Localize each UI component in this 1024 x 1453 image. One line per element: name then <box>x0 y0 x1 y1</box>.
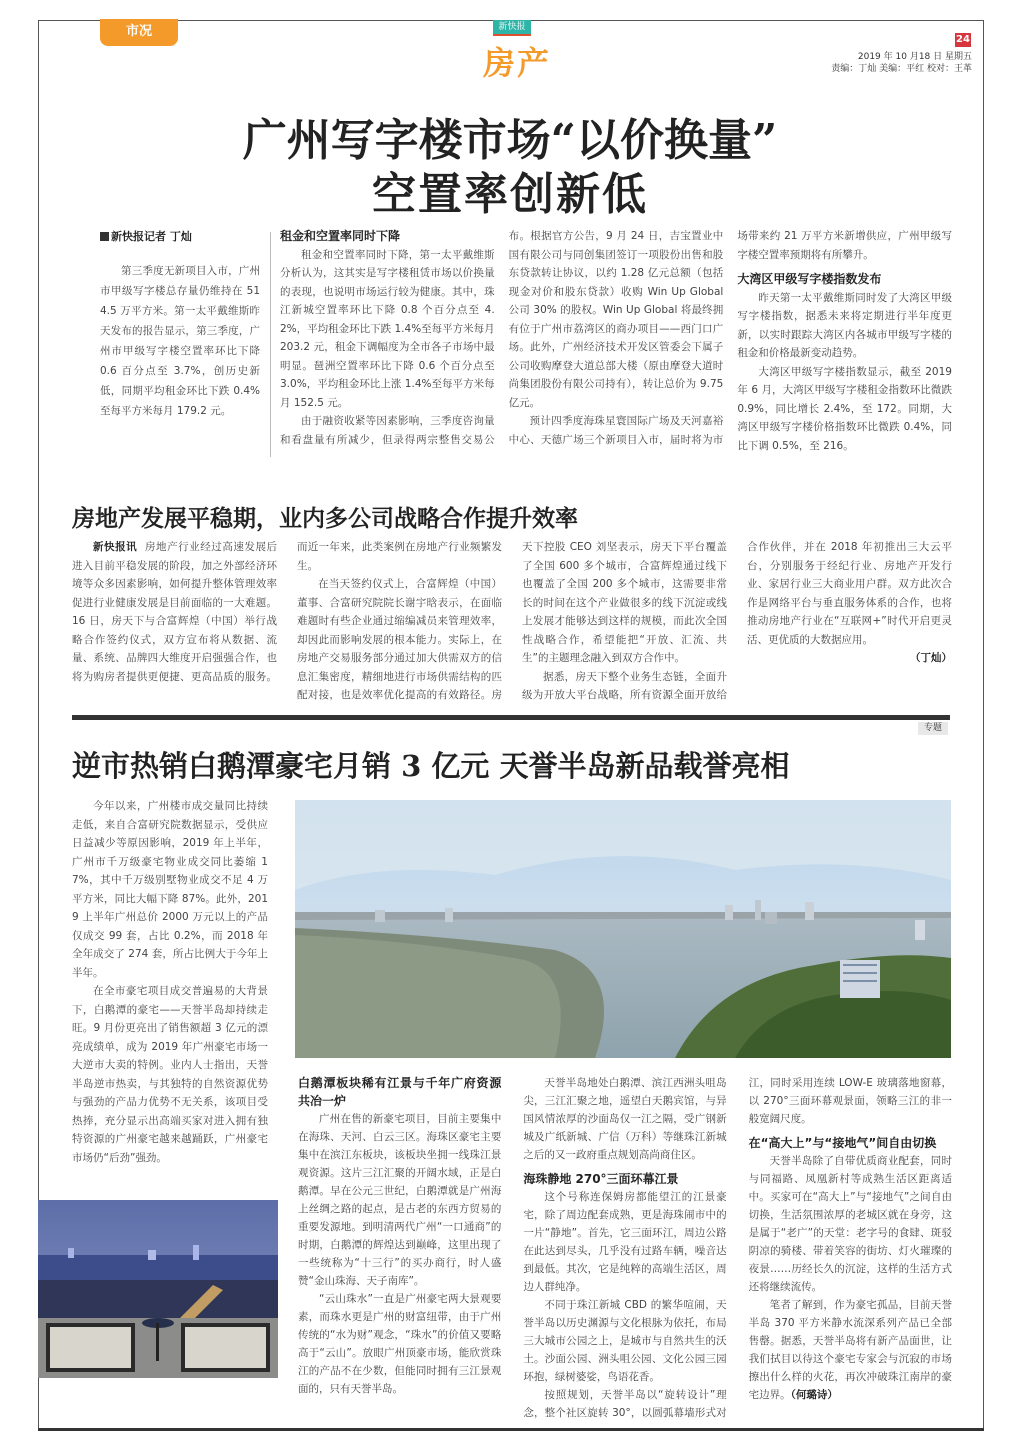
article3-credit: （何璐诗） <box>790 1389 838 1401</box>
issue-date: 2019 年 10 月18 日 星期五 <box>857 52 972 62</box>
section-tag: 市况 <box>100 19 178 46</box>
article1-p2: 由于融资收紧等因素影响，三季度咨询量和看盘量有所减少，但录得两宗整售交易公布。根据官方公告，9 月 24 日，吉宝置业中国有限公司与同创集团签订一项股份出售和股东贷款转让协议，以约 1.28 亿元总额（包括现金对价和股东贷款）收购 Win Up Global 公司 30% 的股权。Win Up Global 将最终拥有位于广州市荔湾区的商办项目——西门口广场。此外，广州经济技术开发区管委会下属子公司收购摩登大道总部大楼（原由摩登大道时尚集团股份有限公司持有），转让总价为 9.75 亿元。 <box>280 230 724 446</box>
logo-underline <box>493 34 531 36</box>
square-bullet-icon <box>100 232 109 241</box>
article3-p2: 在全市豪宅项目成交普遍易的大背景下，白鹅潭的豪宅——天誉半岛却持续走旺。9 月份更亮出了销售额超 3 亿元的漂亮成绩单，成为 2019 年广州豪宅市场一大逆市大卖的特例。业内人士指出，天誉半岛逆市热卖，与其独特的自然资源优势与强劲的产品力优势不无关系，该项目受热捧，充分显示出高端买家对进入拥有独特资源的广州豪宅越来越踊跃，广州豪宅市场仍“后劲”强劲。 <box>72 985 268 1164</box>
article1-headline-line2: 空置率创新低 <box>372 169 648 220</box>
bottom-rule <box>38 1428 984 1431</box>
river-city-aerial-photo <box>295 800 951 1058</box>
feature-tag: 专题 <box>918 722 948 735</box>
article3-p1: 今年以来，广州楼市成交量同比持续走低，来自合富研究院数据显示，受供应日益减少等原因影响，2019 年上半年，广州市千万级豪宅物业成交同比萎缩 17%，其中千万级别墅物业成交不足 4 万平方米，同比大幅下降 87%。此外，2019 上半年广州总价 2000 万元以上的产品仅成交 99 套，占比 0.2%，而 2018 年全年成交了 274 套，所占比例大于今年上半年。 <box>72 800 268 979</box>
column-divider <box>270 232 271 457</box>
article3-p10 <box>749 1296 952 1404</box>
article3-p5: 天誉半岛地处白鹅潭、滨江西洲头咀岛尖，三江汇聚之地，遥望白天鹅宾馆，与异国风情浓厚的沙面岛仅一江之隔，受广钢新城及广纸新城、广信（万科）等继珠江新城之后的又一政府重点规划高尚商住区。 <box>523 1077 727 1161</box>
river-photo-graphic <box>295 800 951 1058</box>
article1-p3: 预计四季度海珠星寰国际广场及天河嘉裕中心、天德广场三个新项目入市，届时将为市场带来约 21 万平方米新增供应，广州甲级写字楼空置率预期将有所攀升。 <box>508 230 952 446</box>
article2-p1-text: 房地产行业经过高速发展后进入目前平稳发展的阶段，加之外部经济环境等众多因素影响，如何提升整体管理效率促进行业健康发展是目前面临的一大难题。16 日，房天下与合富辉煌（中国）举行战略合作签约仪式，双方宣布将从数据、流量、系统、品牌四大维度开启强强合作，也将为购房者提供更便捷、更高品质的服务。而近一年来，此类案例在房地产行业频繁发生。 <box>72 541 502 683</box>
article1-subhead2: 大湾区甲级写字楼指数发布 <box>737 272 882 286</box>
article3-p9: 天誉半岛除了自带优质商业配套，同时与同福路、凤凰新村等成熟生活区距离适中。买家可在“高大上”与“接地气”之间自由切换，生活氛围浓厚的老城区就在身旁，这是属于“老广”的天堂：老字号的食肆、斑驳阴凉的骑楼、带着笑容的街坊、灯火璀璨的夜景……历经长久的沉淀，这样的生活方式还将继续流传。 <box>748 1155 952 1293</box>
article1-lead: 第三季度无新项目入市，广州市甲级写字楼总存量仍维持在 514.5 万平方米。第一太平戴维斯昨天发布的报告显示，第三季度，广州市甲级写字楼空置率环比下降 0.6 百分点至 3.7%，创历史新低，同期平均租金环比下跌 0.4%至每平方米每月 179.2 元。 <box>100 265 260 417</box>
article1-lead-column <box>100 227 260 421</box>
article2-credit: （丁灿） <box>910 652 952 664</box>
article3-p4: “云山珠水”一直是广州豪宅两大景观要素，而珠水更是广州的财富纽带，由于广州传统的“水为财”观念，“珠水”的价值又要略高于“云山”。放眼广州顶豪市场，能欣赏珠江的产品不在少数，但能同时拥有三江景观面的，只有天誉半岛。 <box>298 1293 502 1395</box>
article1-p4: 昨天第一太平戴维斯同时发了大湾区甲级写字楼指数，据悉未来将定期进行半年度更新，以实时跟踪大湾区内各城市甲级写字楼的租金和价格最新变动趋势。 <box>737 291 952 359</box>
byline-text: 新快报记者 丁灿 <box>111 230 192 243</box>
article3-subhead1: 白鹅潭板块稀有江景与千年广府资源共冶一炉 <box>298 1076 502 1108</box>
article2-body <box>72 538 952 708</box>
article1-subhead1: 租金和空置率同时下降 <box>280 229 401 243</box>
article3-subhead3: 在“高大上”与“接地气”间自由切换 <box>748 1136 937 1150</box>
article3-headline: 逆市热销白鹅潭豪宅月销 3 亿元 天誉半岛新品载誉亮相 <box>72 749 790 783</box>
article3-p3: 广州在售的新豪宅项目，目前主要集中在海珠、天河、白云三区。海珠区豪宅主要集中在滨江东板块，该板块坐拥一线珠江景观资源。这片三江汇聚的开阔水域，正是白鹅潭。早在公元三世纪，白鹅潭就是广州海上丝绸之路的起点，是古老的东西方贸易的重要发源地。到明清两代广州“一口通商”的时期，白鹅潭的辉煌达到巅峰，这里出现了一些统称为“十三行”的买办商行，时人盛赞“金山珠海、天子南库”。 <box>298 1113 502 1287</box>
article2-p2: 在当天签约仪式上，合富辉煌（中国）董事、合富研究院院长谢宇晗表示，在面临难题时有些企业通过缩编减员来管理效率，却因此而影响发展的根本能力。实际上，在房地产交易服务部分通过加大供需双方的信息汇集密度，精细地进行市场供需结构的匹配对接，也是效率优化提高的有效路径。房天下控股 CEO 刘坚表示，房天下平台覆盖了全国 600 多个城市，合富辉煌通过线下也覆盖了全国 200 多个城市，这需要非常长的时间在这个产业做很多的线下沉淀或线上发展才能够达到这样的规模，而此次全国性战略合作，希望能把“开放、汇流、共生”的主题理念融入到双方合作中。 <box>297 541 727 701</box>
article3-p7: 不同于珠江新城 CBD 的繁华喧闹，天誉半岛以历史渊源与文化根脉为依托，布局三大城市公园之上，是城市与自然共生的沃土。沙面公园、洲头咀公园、文化公园三园环抱，绿树婆娑，鸟语花香。 <box>523 1299 727 1383</box>
article2-headline: 房地产发展平稳期，业内多公司战略合作提升效率 <box>72 505 578 532</box>
editors-credit: 责编：丁灿 美编：平红 校对：王革 <box>831 64 972 74</box>
article2-lead-tag: 新快报讯 <box>93 541 138 553</box>
article3-p8: 按照规划，天誉半岛以“旋转设计”理念，整个社区旋转 30°，以圆弧幕墙形式对江，同时采用连续 LOW-E 玻璃落地窗幕，以 270°三面环幕观景面，领略三江的非一般宽阔尺度。 <box>523 1077 952 1419</box>
article1-p1: 租金和空置率同时下降，第一太平戴维斯分析认为，这其实是写字楼租赁市场以价换量的表现，也说明市场运行较为健康。其中，珠江新城空置率环比下降 0.8 个百分点至 4.2%，平均租金环比下跌 1.4%至每平方米每月 203.2 元，租金下调幅度为全市各子市场中最明显。琶洲空置率环比下降 0.6 个百分点至 3.0%，平均租金环比上涨 1.4%至每平方米每月 152.5 元。 <box>280 248 495 409</box>
balcony-photo-graphic <box>38 1200 278 1378</box>
article1-headline-line1: 广州写字楼市场“以价换量” <box>242 115 778 166</box>
article3-columns <box>298 1074 952 1424</box>
article1-p5: 大湾区甲级写字楼指数显示，截至 2019 年 6 月，大湾区甲级写字楼租金指数环比微跌 0.9%，同比增长 2.4%，至 172。同期，大湾区甲级写字楼价格指数环比微跌 0.4%，同比下调 0.5%，至 216。 <box>737 365 952 452</box>
byline <box>100 227 260 247</box>
article3-p6: 这个号称连保姆房都能望江的江景豪宅，除了周边配套成熟，更是海珠闹市中的一片“静地”。首先，它三面环江，周边公路在此达到尽头，几乎没有过路车辆，噪音达到最低。其次，它是纯粹的高端生活区，周边人群纯净。 <box>523 1191 727 1293</box>
section-rule <box>72 715 950 720</box>
page-number-badge: 24 <box>956 34 970 45</box>
article3-subhead2: 海珠静地 270°三面环幕江景 <box>523 1172 679 1186</box>
section-title: 房产 <box>482 44 551 82</box>
newspaper-logo: 新快报 <box>493 20 531 34</box>
article3-left-column <box>72 797 268 1167</box>
article1-columns <box>280 227 952 462</box>
article3-p10-text: 笔者了解到，作为豪宅孤品，目前天誉半岛 370 平方米静水流深系列产品已全部售罄。据悉，天誉半岛将有新产品面世，让我们拭目以待这个豪宅专家会与沉寂的市场擦出什么样的火花，再次冲破珠江南岸的豪宅边界。 <box>748 1299 952 1401</box>
night-balcony-photo <box>38 1200 278 1378</box>
article2-p3: 据悉，房天下整个业务生态链，全面升级为开放大平台战略，所有资源全面开放给合作伙伴，并在 2018 年初推出三大云平台，分别服务于经纪行业、房地产开发行业、家居行业三大商业用户群。双方此次合作是网络平台与垂直服务体系的合作，也将推动房地产行业在“互联网+”时代开启更灵活、更优质的大数据应用。 <box>522 541 952 701</box>
